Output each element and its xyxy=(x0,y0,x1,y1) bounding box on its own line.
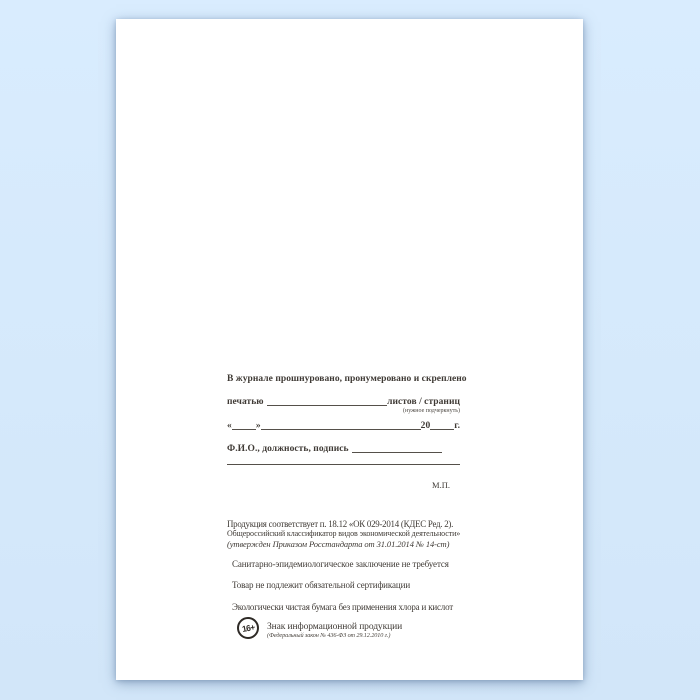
age-mark-title: Знак информационной продукции xyxy=(267,622,403,632)
age-mark-caption xyxy=(267,617,402,640)
seal-sheets-line xyxy=(227,395,460,407)
age-mark-row xyxy=(237,617,497,640)
date-line xyxy=(227,419,460,431)
blank-fio-underline xyxy=(352,452,442,453)
year-prefix-label: 20 xyxy=(420,421,431,431)
sanitary-statement: Санитарно-эпидемиологическое заключение не требуется xyxy=(232,559,449,569)
binding-statement: В журнале прошнуровано, пронумеровано и скреплено xyxy=(227,374,467,384)
blank-full-underline xyxy=(227,464,460,465)
eco-paper-statement: Экологически чистая бумага без применения хлора и кислот xyxy=(232,602,453,612)
age-mark-law-reference: (Федеральный закон № 436-ФЗ от 29.12.2010 г.) xyxy=(267,632,391,639)
product-compliance-paragraph xyxy=(227,519,460,549)
year-suffix-label: г. xyxy=(454,421,460,431)
blank-month-underline xyxy=(261,429,421,430)
fio-line xyxy=(227,442,460,454)
product-compliance-line2: Общероссийский классификатор видов экономической деятельности» xyxy=(227,529,461,538)
open-quote: « xyxy=(227,421,232,431)
blank-underline xyxy=(267,405,388,406)
sheets-pages-label: листов / страниц xyxy=(387,397,460,407)
age-16-badge-icon xyxy=(237,617,259,639)
document-page xyxy=(116,19,583,680)
fio-label: Ф.И.О., должность, подпись xyxy=(227,444,349,454)
product-compliance-line1: Продукция соответствует п. 18.12 «ОК 029-2014 (КДЕС Ред. 2). xyxy=(227,519,454,529)
seal-prefix-label: печатью xyxy=(227,397,264,407)
blank-day-underline xyxy=(232,429,256,430)
age-16-badge-text: 16+ xyxy=(240,621,256,634)
close-quote: » xyxy=(255,421,261,431)
certification-statement: Товар не подлежит обязательной сертификации xyxy=(232,580,411,590)
product-compliance-line3: (утвержден Приказом Росстандарта от 31.01.2014 № 14-ст) xyxy=(227,538,450,549)
blank-year-underline xyxy=(430,429,454,430)
underline-instruction-note: (нужное подчеркнуть) xyxy=(403,408,460,414)
stamp-place-label: М.П. xyxy=(432,480,450,490)
